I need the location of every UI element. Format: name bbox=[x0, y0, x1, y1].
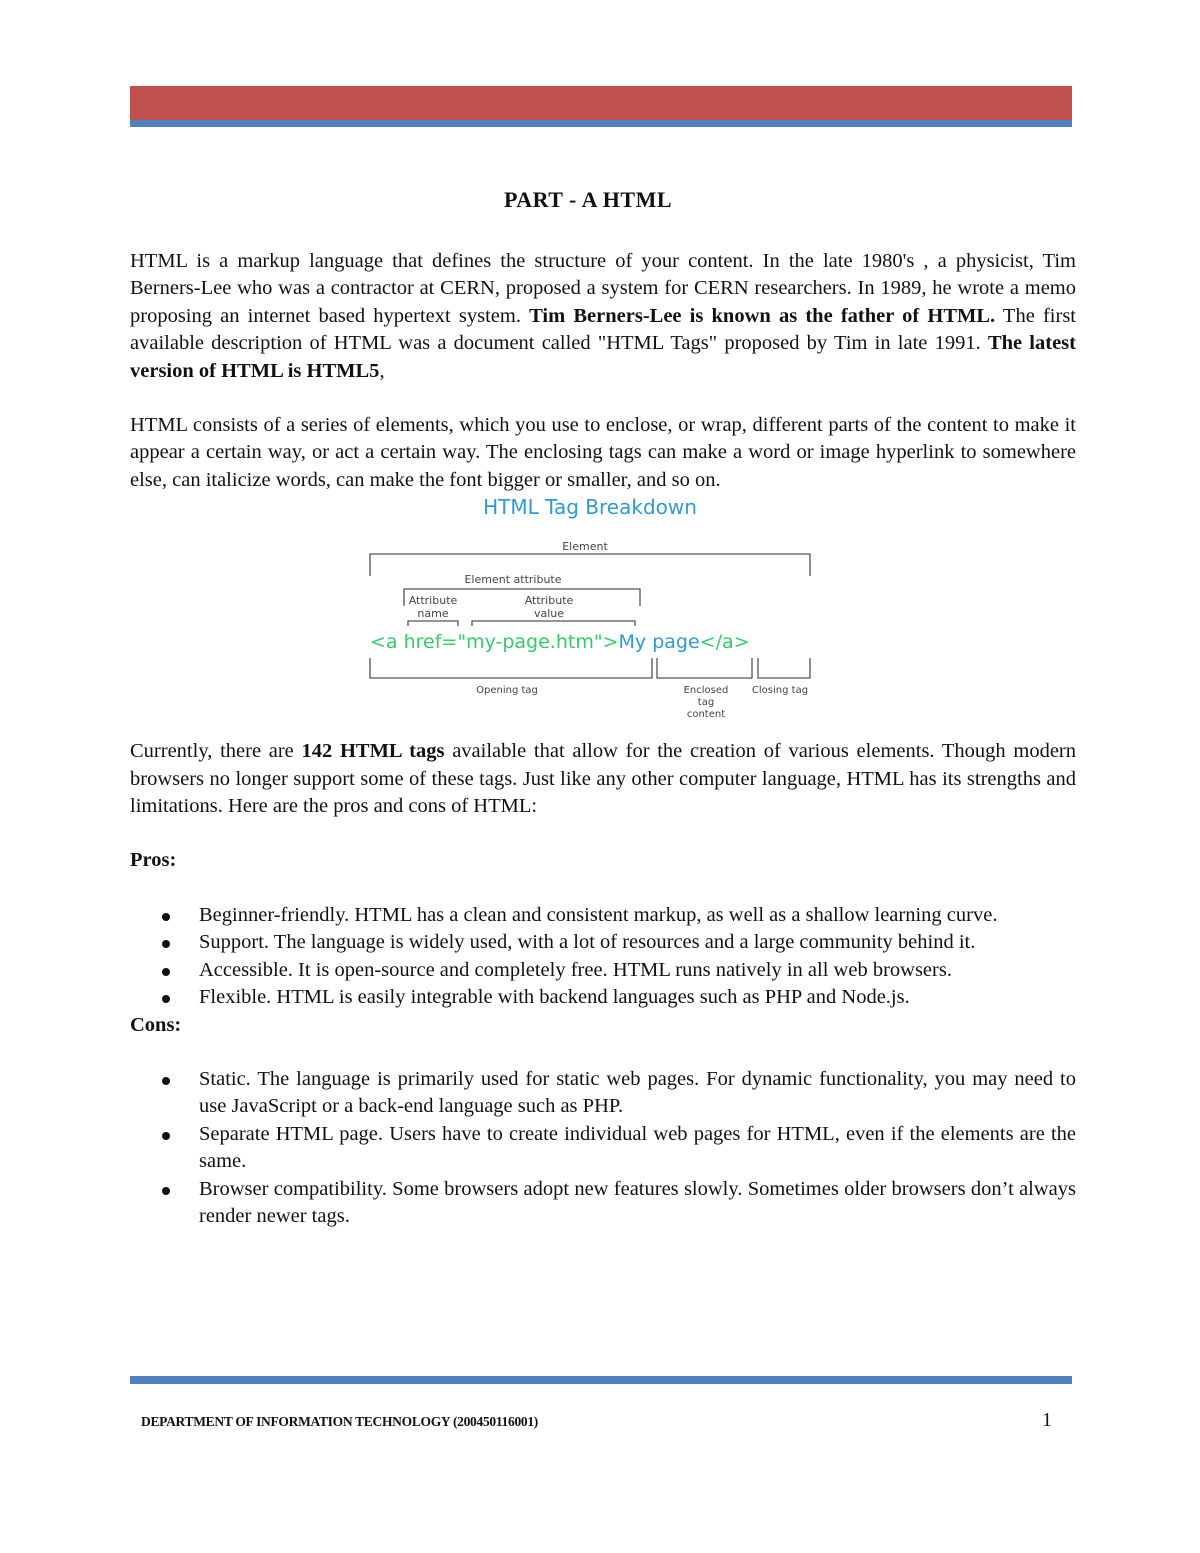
intro-text-3: , bbox=[379, 359, 385, 382]
code-example bbox=[370, 631, 750, 653]
tags-count-bold: 142 HTML tags bbox=[301, 740, 445, 763]
element-bracket bbox=[370, 554, 810, 576]
elements-paragraph: HTML consists of a series of elements, which you use to enclose, or wrap, different parts of the content to make it appear a certain way, or act a certain way. The enclosing tags can make a word or image hyperlink to somewhere else, can italicize words, can make the font bigger or smaller, and so on. bbox=[130, 414, 1076, 491]
header-red-bar bbox=[130, 86, 1072, 120]
code-closing-tag: </a> bbox=[699, 631, 750, 654]
attribute-name-label-line2: name bbox=[417, 607, 449, 621]
page-number: 1 bbox=[1042, 1409, 1052, 1431]
opening-tag-bracket bbox=[370, 658, 652, 678]
enclosed-content-bracket bbox=[657, 658, 752, 678]
list-item bbox=[130, 1066, 1076, 1121]
footer-department: DEPARTMENT OF INFORMATION TECHNOLOGY (200450116001) bbox=[141, 1414, 538, 1429]
attribute-value-label-line2: value bbox=[533, 607, 565, 621]
pros-item-text: Flexible. HTML is easily integrable with backend languages such as PHP and Node.js. bbox=[199, 986, 910, 1009]
cons-item-text: Separate HTML page. Users have to create individual web pages for HTML, even if the elements are the same. bbox=[199, 1122, 1076, 1173]
pros-item-text: Support. The language is widely used, with a lot of resources and a large community behind it. bbox=[199, 931, 976, 954]
enclosed-label-line3: content bbox=[686, 709, 726, 721]
attribute-name-label-line1: Attribute bbox=[408, 594, 458, 608]
bullet-icon bbox=[162, 940, 170, 948]
pros-item-text: Beginner-friendly. HTML has a clean and consistent markup, as well as a shallow learning curve. bbox=[199, 903, 998, 926]
list-item bbox=[130, 902, 1076, 929]
document-body bbox=[130, 248, 1076, 1230]
diagram-title: HTML Tag Breakdown bbox=[483, 495, 697, 520]
cons-heading: Cons: bbox=[130, 1013, 182, 1036]
bullet-icon bbox=[162, 968, 170, 976]
code-opening-tag: <a href="my-page.htm"> bbox=[370, 631, 619, 654]
spacer bbox=[130, 875, 1076, 902]
closing-tag-bracket bbox=[758, 658, 810, 678]
pros-heading: Pros: bbox=[130, 849, 177, 872]
element-label: Element bbox=[562, 540, 608, 554]
closing-tag-label: Closing tag bbox=[751, 685, 809, 697]
spacer bbox=[130, 820, 1076, 847]
bullet-icon bbox=[162, 995, 170, 1003]
code-content: My page bbox=[618, 631, 700, 654]
bullet-icon bbox=[162, 1077, 170, 1085]
html-tag-breakdown-diagram bbox=[130, 494, 1076, 738]
intro-paragraph bbox=[130, 248, 1076, 385]
page-title: PART - A HTML bbox=[503, 187, 673, 212]
tags-paragraph bbox=[130, 738, 1076, 820]
enclosed-label-line2: tag bbox=[697, 697, 715, 709]
list-item bbox=[130, 1176, 1076, 1231]
enclosed-label-line1: Enclosed bbox=[683, 685, 729, 697]
attribute-value-label-line1: Attribute bbox=[524, 594, 574, 608]
bullet-icon bbox=[162, 913, 170, 921]
diagram-svg bbox=[130, 494, 1076, 738]
list-item bbox=[130, 984, 1076, 1011]
element-attribute-label: Element attribute bbox=[464, 573, 562, 587]
tags-text-post: available that allow for the creation of various elements. Though modern browsers no longer support some of these tags. Just like any other computer language, HTML has its strengths and limitations. Here are the pros and cons of HTML: bbox=[130, 740, 1076, 818]
attribute-name-bracket bbox=[408, 621, 458, 626]
opening-tag-label: Opening tag bbox=[476, 685, 538, 697]
list-item bbox=[130, 1121, 1076, 1176]
footer-blue-line bbox=[130, 1376, 1072, 1384]
intro-bold-2: The latest version of HTML is HTML5 bbox=[130, 332, 1076, 382]
spacer bbox=[130, 1039, 1076, 1066]
bullet-icon bbox=[162, 1132, 170, 1140]
intro-text-2: The first available description of HTML was a document called "HTML Tags" proposed by Tim in late 1991. bbox=[130, 304, 1076, 355]
bullet-icon bbox=[162, 1187, 170, 1195]
header-blue-line bbox=[130, 120, 1072, 127]
intro-bold-1: Tim Berners-Lee is known as the father of HTML. bbox=[529, 304, 996, 327]
tags-text-pre: Currently, there are bbox=[130, 740, 302, 763]
cons-list bbox=[130, 1066, 1076, 1230]
pros-list bbox=[130, 902, 1076, 1012]
spacer bbox=[130, 385, 1076, 412]
list-item bbox=[130, 929, 1076, 956]
attribute-value-bracket bbox=[472, 621, 635, 626]
list-item bbox=[130, 957, 1076, 984]
pros-item-text: Accessible. It is open-source and completely free. HTML runs natively in all web browsers. bbox=[199, 958, 952, 981]
cons-item-text: Browser compatibility. Some browsers adopt new features slowly. Sometimes older browsers don’t always render newer tags. bbox=[199, 1177, 1076, 1227]
intro-text-1: HTML is a markup language that defines the structure of your content. In the late 1980's , a physicist, Tim Berners-Lee who was a contractor at CERN, proposed a system for CERN researchers. In 1989, he wrote a memo proposing an internet based hypertext system. bbox=[130, 250, 1076, 327]
cons-item-text: Static. The language is primarily used for static web pages. For dynamic functionality, you may need to use JavaScript or a back-end language such as PHP. bbox=[199, 1067, 1076, 1118]
